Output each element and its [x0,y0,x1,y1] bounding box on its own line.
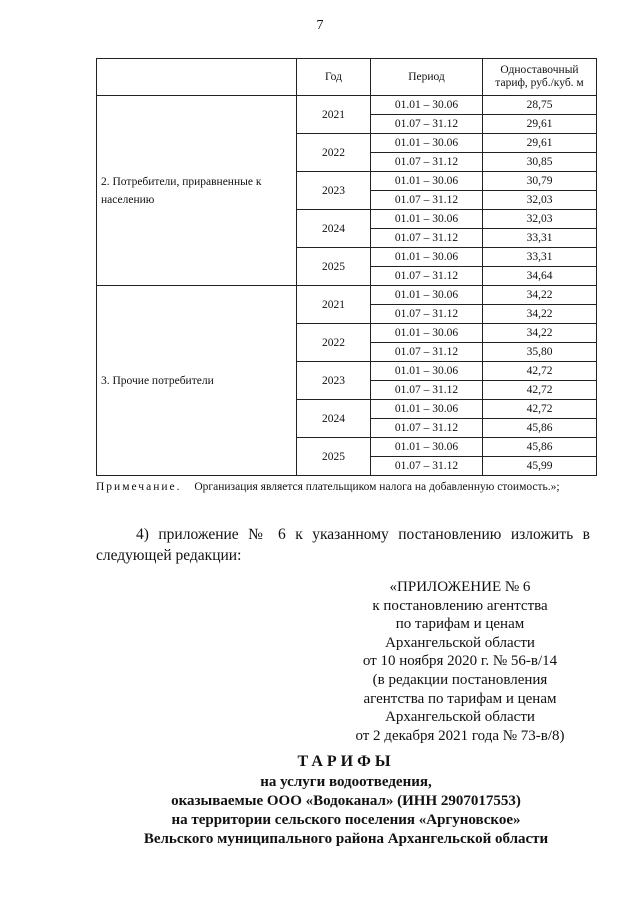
year-cell: 2025 [297,438,371,476]
year-cell: 2023 [297,362,371,400]
appendix-line: «ПРИЛОЖЕНИЕ № 6 [389,579,531,595]
tariff-value-cell: 34,64 [483,267,597,286]
document-title [96,752,596,849]
year-cell: 2024 [297,400,371,438]
category-cell: 3. Прочие потребители [97,286,297,476]
category-cell: 2. Потребители, приравненные к населению [97,96,297,286]
title-line: оказываемые ООО «Водоканал» (ИНН 2907017553) [171,793,521,809]
tariff-value-cell: 45,99 [483,457,597,476]
appendix-line: к постановлению агентства [372,597,548,614]
period-cell: 01.01 – 30.06 [371,362,483,381]
period-cell: 01.07 – 31.12 [371,153,483,172]
header-tariff-line1: Одноставочный [500,64,579,76]
year-cell: 2022 [297,324,371,362]
period-cell: 01.01 – 30.06 [371,438,483,457]
period-cell: 01.07 – 31.12 [371,419,483,438]
page-number: 7 [316,18,324,33]
tariff-value-cell: 33,31 [483,248,597,267]
tariff-value-cell: 30,79 [483,172,597,191]
period-cell: 01.01 – 30.06 [371,324,483,343]
period-cell: 01.07 – 31.12 [371,191,483,210]
appendix-line: Архангельской области [385,634,535,651]
period-cell: 01.07 – 31.12 [371,267,483,286]
appendix-line: от 10 ноября 2020 г. № 56-в/14 [362,653,558,670]
tariff-value-cell: 34,22 [483,286,597,305]
period-cell: 01.07 – 31.12 [371,115,483,134]
year-cell: 2025 [297,248,371,286]
title-main: ТАРИФЫ [297,753,395,770]
tariff-table [96,58,597,476]
period-cell: 01.01 – 30.06 [371,134,483,153]
amendment-paragraph: 4) приложение № 6 к указанному постановлению изложить в следующей редакции: [96,526,590,564]
period-cell: 01.07 – 31.12 [371,305,483,324]
title-line: на территории сельского поселения «Аргуновское» [171,812,521,828]
tariff-value-cell: 33,31 [483,229,597,248]
table-note [96,480,588,495]
table-header-row [97,59,597,96]
appendix-line: Архангельской области [385,709,535,726]
table-body [97,96,597,476]
note-text: Организация является плательщиком налога на добавленную стоимость.»; [194,481,560,493]
tariff-value-cell: 29,61 [483,134,597,153]
appendix-line: агентства по тарифам и ценам [363,690,557,707]
appendix-line: (в редакции постановления [372,671,548,688]
table-row [97,286,597,305]
note-label: Примечание. [96,481,182,493]
period-cell: 01.07 – 31.12 [371,343,483,362]
table-row [97,96,597,115]
title-line: на услуги водоотведения, [260,774,432,790]
year-cell: 2021 [297,286,371,324]
year-cell: 2023 [297,172,371,210]
period-cell: 01.07 – 31.12 [371,457,483,476]
tariff-value-cell: 42,72 [483,400,597,419]
period-cell: 01.07 – 31.12 [371,229,483,248]
tariff-value-cell: 29,61 [483,115,597,134]
tariff-value-cell: 35,80 [483,343,597,362]
period-cell: 01.01 – 30.06 [371,210,483,229]
tariff-value-cell: 42,72 [483,381,597,400]
tariff-value-cell: 28,75 [483,96,597,115]
tariff-value-cell: 34,22 [483,324,597,343]
header-category [97,59,297,96]
header-tariff [483,59,597,96]
header-year: Год [297,59,371,96]
appendix-header [330,578,590,745]
tariff-value-cell: 32,03 [483,210,597,229]
period-cell: 01.01 – 30.06 [371,96,483,115]
period-cell: 01.01 – 30.06 [371,248,483,267]
tariff-value-cell: 30,85 [483,153,597,172]
period-cell: 01.01 – 30.06 [371,400,483,419]
tariff-value-cell: 34,22 [483,305,597,324]
tariff-value-cell: 42,72 [483,362,597,381]
title-line: Вельского муниципального района Архангельской области [143,831,549,847]
year-cell: 2022 [297,134,371,172]
period-cell: 01.01 – 30.06 [371,286,483,305]
appendix-line: по тарифам и ценам [395,616,525,633]
tariff-value-cell: 45,86 [483,438,597,457]
period-cell: 01.01 – 30.06 [371,172,483,191]
appendix-line: от 2 декабря 2021 года № 73-в/8) [355,727,565,744]
tariff-value-cell: 32,03 [483,191,597,210]
tariff-value-cell: 45,86 [483,419,597,438]
header-tariff-line2: тариф, руб./куб. м [495,77,584,89]
year-cell: 2021 [297,96,371,134]
year-cell: 2024 [297,210,371,248]
period-cell: 01.07 – 31.12 [371,381,483,400]
header-period: Период [371,59,483,96]
